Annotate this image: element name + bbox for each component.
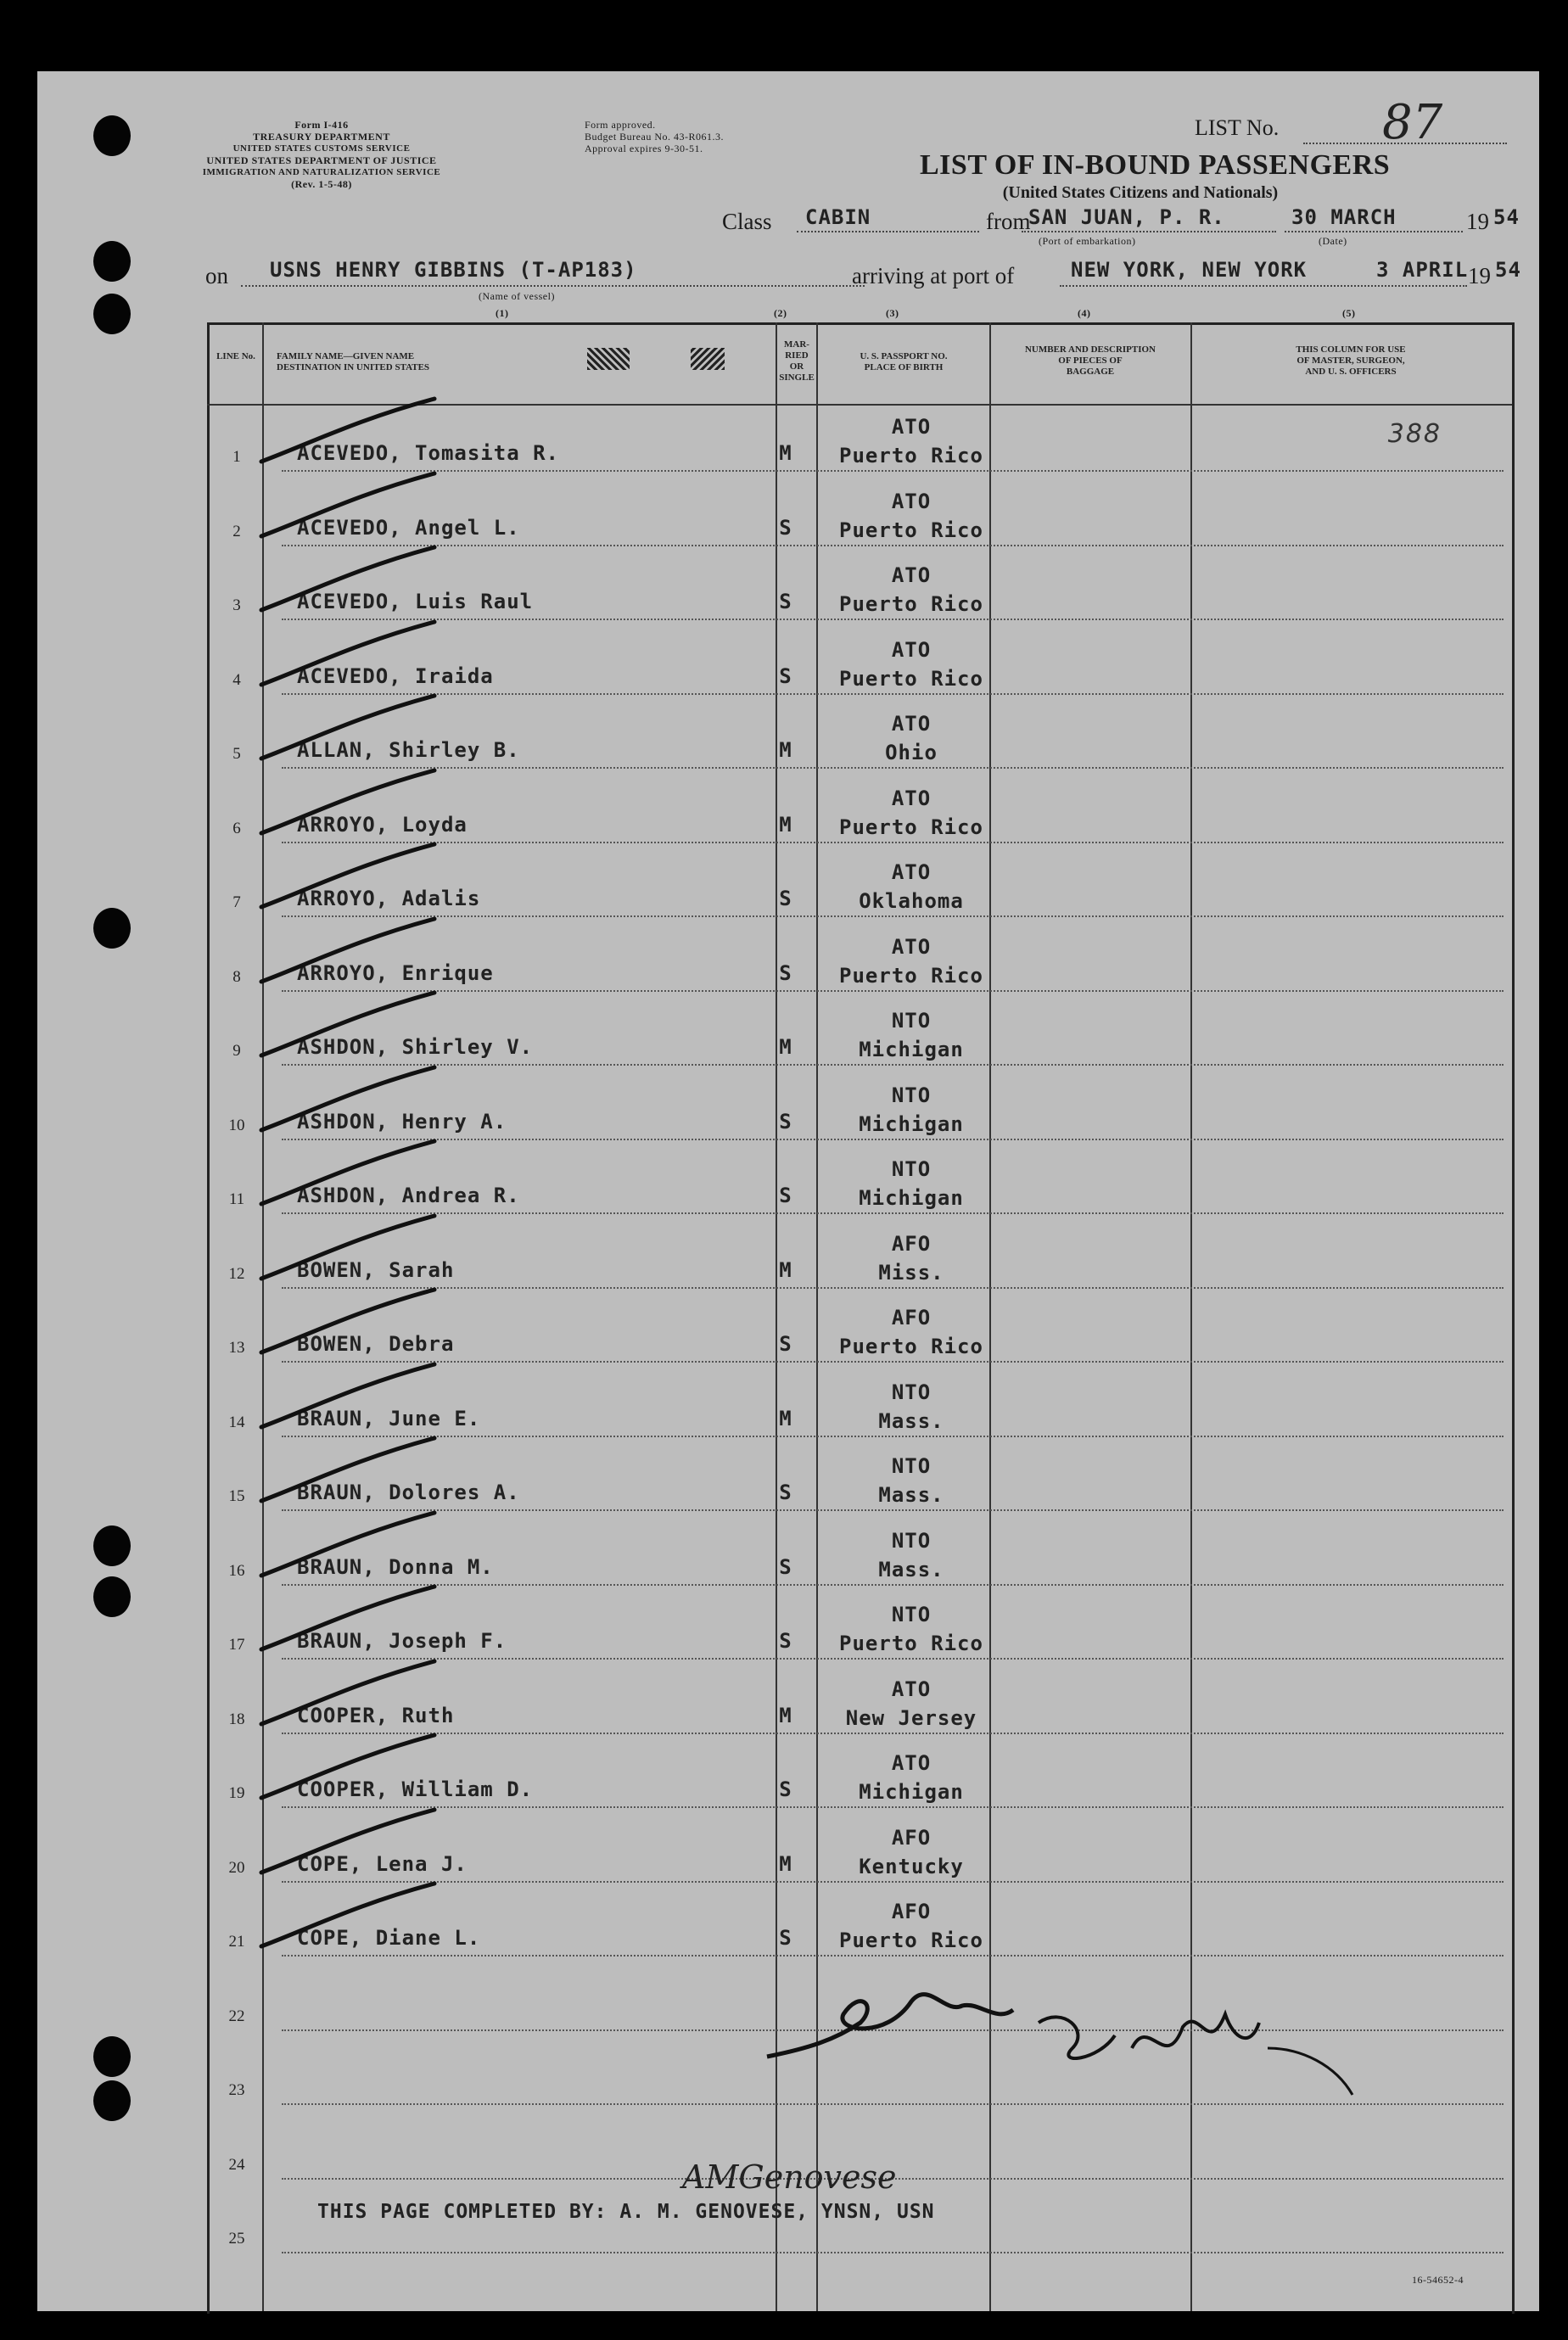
passport-birthplace [818,709,1005,767]
line-number: 25 [228,2230,245,2248]
line-number: 4 [232,670,241,689]
passenger-name: ARROYO, Adalis [297,887,481,910]
form-revision: (Rev. 1-5-48) [291,178,352,190]
passport-birthplace [818,487,1005,545]
col-header-name-2: DESTINATION IN UNITED STATES [277,362,430,372]
place-of-birth: Mass. [878,1408,944,1433]
line-number: 17 [228,1636,245,1654]
check-mark-stroke [256,1359,443,1436]
officer-note: 388 [1387,419,1442,449]
binder-hole [93,1525,131,1566]
passport-birthplace [818,932,1005,990]
passport-birthplace [818,1749,1005,1806]
row-rule [282,693,1504,695]
marital-status: S [779,1777,792,1801]
marital-status: S [779,1629,792,1653]
col-header-name-1: FAMILY NAME—GIVEN NAME [277,351,415,361]
passenger-name: COPE, Diane L. [297,1926,481,1950]
arrival-year: 54 [1495,258,1521,282]
row-rule [282,1733,1504,1734]
place-of-birth: Puerto Rico [839,1929,983,1952]
marital-status: S [779,1926,792,1950]
passport-code: ATO [891,1677,932,1701]
marital-status: S [779,1332,792,1356]
approval-line-3: Approval expires 9-30-51. [585,143,703,154]
row-rule [282,1584,1504,1586]
line-number: 10 [228,1116,245,1134]
passport-code: ATO [891,1751,932,1775]
line-number: 13 [228,1339,245,1357]
passport-birthplace [818,635,1005,693]
check-mark-stroke [256,914,443,990]
marital-status: S [779,1184,792,1207]
line-number: 12 [228,1264,245,1283]
arrival-date: 3 APRIL [1376,258,1469,282]
col-header-passport-2: PLACE OF BIRTH [864,362,944,372]
passport-code: ATO [891,860,932,884]
col-num-5: (5) [1342,307,1356,319]
line-number: 18 [228,1710,245,1728]
footer-code: 16-54652-4 [1412,2274,1464,2286]
marital-status: M [779,1851,792,1876]
passport-birthplace [818,1675,1005,1733]
line-number: 21 [228,1933,245,1951]
row-rule [282,842,1504,843]
row-rule [282,1064,1504,1066]
col-header-baggage [993,344,1188,378]
row-rule [282,1212,1504,1214]
row-rule [282,1287,1504,1289]
struck-header-text-2 [691,348,725,370]
place-of-birth: Puerto Rico [839,444,983,467]
passport-birthplace [818,1600,1005,1658]
marital-status: S [779,960,792,985]
passport-birthplace [818,1006,1005,1064]
table-row [37,2187,1539,2261]
col-header-passport [823,351,984,373]
passenger-name: ACEVEDO, Iraida [297,663,494,688]
passport-code: AFO [891,1231,932,1256]
marital-status: M [779,738,792,762]
marital-status: M [779,441,792,465]
passport-code: ATO [891,563,932,587]
passenger-name: ARROYO, Loyda [297,812,468,837]
line-number: 19 [228,1784,245,1802]
marital-status: M [779,1703,792,1727]
on-label: on [205,263,228,288]
check-mark-stroke [256,617,443,693]
passport-code: ATO [891,637,932,662]
place-of-birth: Michigan [859,1038,964,1061]
form-number: Form I-416 [294,119,349,131]
place-of-birth: Puerto Rico [839,518,983,542]
passenger-name: COOPER, William D. [297,1777,534,1801]
row-rule [282,915,1504,917]
dept-treasury: TREASURY DEPARTMENT [253,131,390,143]
dept-justice: UNITED STATES DEPARTMENT OF JUSTICE [206,154,437,166]
passport-code: NTO [891,1528,932,1553]
check-mark-stroke [256,1508,443,1584]
passport-birthplace [818,1081,1005,1139]
document-page [37,71,1539,2311]
binder-hole [93,241,131,282]
approval-line-1: Form approved. [585,119,656,131]
passport-code: AFO [891,1900,932,1923]
passport-code: AFO [891,1306,932,1330]
marital-status: S [779,1481,792,1504]
passport-birthplace [818,1303,1005,1361]
place-of-birth: Puerto Rico [839,1335,983,1358]
binder-hole [93,294,131,334]
binder-hole [93,2036,131,2077]
place-of-birth: Michigan [859,1111,964,1136]
row-rule [282,619,1504,620]
marital-status: M [779,1257,792,1282]
year-value: 54 [1493,205,1520,229]
passenger-name: ASHDON, Shirley V. [297,1035,534,1059]
date-caption: (Date) [1319,235,1347,247]
row-rule [282,1139,1504,1140]
binder-hole [93,115,131,156]
row-rule [282,1658,1504,1660]
passenger-name: ASHDON, Henry A. [297,1109,507,1134]
passport-code: ATO [891,712,932,736]
year-prefix: 19 [1466,209,1489,234]
clerk-signature: AMGenovese [682,2158,897,2196]
check-mark-stroke [256,1878,443,1955]
officer-signature-scrawl [759,1921,1403,2108]
passport-birthplace [818,1823,1005,1881]
place-of-birth: Miss. [878,1260,944,1285]
line-number: 5 [232,745,241,763]
row-rule [282,470,1504,472]
check-mark-stroke [256,542,443,619]
place-of-birth: Puerto Rico [839,815,983,839]
col-num-4: (4) [1078,307,1091,319]
passport-code: NTO [891,1009,932,1033]
place-of-birth: Puerto Rico [839,592,983,616]
passport-code: NTO [891,1454,932,1478]
line-number: 23 [228,2081,245,2099]
passenger-name: BRAUN, June E. [297,1406,481,1430]
row-rule [282,1361,1504,1363]
place-of-birth: Michigan [859,1186,964,1210]
passenger-name: ACEVEDO, Tomasita R. [297,441,559,465]
line-number: 8 [232,967,241,986]
passport-birthplace [818,1526,1005,1584]
binder-hole [93,1576,131,1617]
col-header-line: LINE No. [216,351,255,361]
vessel-name: USNS HENRY GIBBINS (T-AP183) [270,258,637,282]
passenger-name: BRAUN, Joseph F. [297,1629,507,1653]
passport-code: NTO [891,1603,932,1626]
passenger-name: BOWEN, Sarah [297,1257,455,1282]
check-mark-stroke [256,1285,443,1361]
check-mark-stroke [256,1062,443,1139]
place-of-birth: Mass. [878,1557,944,1581]
passenger-name: COOPER, Ruth [297,1703,455,1727]
passport-code: ATO [891,934,932,959]
list-no-label: LIST No. [1195,115,1280,140]
passenger-name: ACEVEDO, Angel L. [297,515,520,540]
check-mark-stroke [256,839,443,915]
check-mark-stroke [256,1581,443,1658]
class-label: Class [722,209,772,234]
struck-header-text [587,348,630,370]
list-no-value: 87 [1382,95,1443,150]
departure-date: 30 MARCH [1291,205,1397,229]
check-mark-stroke [256,1136,443,1212]
passport-birthplace [818,412,1005,470]
completed-by: THIS PAGE COMPLETED BY: A. M. GENOVESE, YNSN, USN [317,2201,935,2223]
marital-status: S [779,663,792,688]
col-num-3: (3) [886,307,899,319]
passenger-name: ARROYO, Enrique [297,960,494,985]
marital-status: S [779,887,792,910]
place-of-birth: Mass. [878,1483,944,1507]
place-of-birth: Puerto Rico [839,1632,983,1655]
col-header-name [277,351,429,373]
marital-status: M [779,1035,792,1059]
line-number: 9 [232,1042,241,1060]
passport-code: ATO [891,489,932,513]
col-header-marital: MAR- RIED OR SINGLE [779,339,815,383]
check-mark-stroke [256,394,443,470]
arriving-label: arriving at port of [852,263,1015,288]
approval-line-2: Budget Bureau No. 43-R061.3. [585,131,724,143]
marital-status: S [779,515,792,540]
place-of-birth: Puerto Rico [839,963,983,988]
line-number: 6 [232,819,241,837]
row-rule [282,2252,1504,2253]
passenger-name: BRAUN, Dolores A. [297,1481,520,1504]
arrival-year-prefix: 19 [1468,263,1491,288]
col-header-officers-3: AND U. S. OFFICERS [1305,367,1397,377]
check-mark-stroke [256,988,443,1064]
binder-hole [93,908,131,949]
line-number: 24 [228,2155,245,2174]
row-rule [282,1436,1504,1437]
col-header-officers [1195,344,1507,378]
marital-status: S [779,590,792,613]
marital-status: M [779,1406,792,1430]
port-caption: (Port of embarkation) [1039,235,1136,247]
check-mark-stroke [256,468,443,545]
dept-customs: UNITED STATES CUSTOMS SERVICE [232,143,411,154]
passport-birthplace [818,1229,1005,1287]
marital-status: S [779,1554,792,1579]
passport-birthplace [818,1452,1005,1509]
col-header-baggage-2: OF PIECES OF [1058,355,1123,366]
line-number: 2 [232,522,241,540]
page-subtitle: (United States Citizens and Nationals) [1002,183,1279,202]
line-number: 14 [228,1413,245,1431]
place-of-birth: Puerto Rico [839,666,983,691]
check-mark-stroke [256,1805,443,1881]
check-mark-stroke [256,691,443,767]
passenger-name: BOWEN, Debra [297,1332,455,1356]
row-rule [282,990,1504,992]
binder-hole [93,2080,131,2121]
marital-status: M [779,812,792,837]
passenger-name: ASHDON, Andrea R. [297,1184,520,1207]
row-rule [282,767,1504,769]
place-of-birth: New Jersey [845,1705,977,1730]
passport-birthplace [818,1155,1005,1212]
passenger-name: COPE, Lena J. [297,1851,468,1876]
row-rule [282,545,1504,546]
from-label: from [986,209,1031,234]
place-of-birth: Oklahoma [859,889,964,913]
check-mark-stroke [256,1433,443,1509]
line-number: 7 [232,893,241,911]
passport-code: NTO [891,1157,932,1181]
row-rule [282,1881,1504,1883]
from-value: SAN JUAN, P. R. [1028,205,1225,229]
line-number: 20 [228,1858,245,1877]
place-of-birth: Kentucky [859,1854,964,1878]
check-mark-stroke [256,765,443,842]
check-mark-stroke [256,1656,443,1733]
passport-code: NTO [891,1083,932,1107]
line-number: 15 [228,1487,245,1505]
form-header-block [186,119,457,190]
passport-code: ATO [891,415,932,439]
col-header-officers-2: OF MASTER, SURGEON, [1296,355,1405,366]
passenger-name: ACEVEDO, Luis Raul [297,590,534,613]
line-number: 3 [232,596,241,614]
marital-status: S [779,1109,792,1134]
dept-ins: IMMIGRATION AND NATURALIZATION SERVICE [202,167,441,177]
line-number: 11 [228,1190,245,1208]
passport-code: ATO [891,786,932,810]
passport-birthplace [818,858,1005,915]
vessel-caption: (Name of vessel) [479,290,555,302]
row-rule [282,1806,1504,1808]
line-number: 22 [228,2007,245,2025]
place-of-birth: Michigan [859,1780,964,1804]
passport-birthplace [818,561,1005,619]
passenger-name: BRAUN, Donna M. [297,1554,494,1579]
col-header-officers-1: THIS COLUMN FOR USE [1296,344,1406,355]
line-number: 16 [228,1561,245,1580]
passport-code: NTO [891,1380,932,1404]
passport-code: AFO [891,1825,932,1850]
col-header-baggage-1: NUMBER AND DESCRIPTION [1024,344,1156,355]
col-num-1: (1) [496,307,509,319]
check-mark-stroke [256,1211,443,1287]
passenger-name: ALLAN, Shirley B. [297,738,520,762]
col-header-baggage-3: BAGGAGE [1066,367,1115,377]
row-rule [282,1509,1504,1511]
passport-birthplace [818,1378,1005,1436]
col-num-2: (2) [774,307,787,319]
page-title: LIST OF IN-BOUND PASSENGERS [920,149,1391,181]
line-number: 1 [232,448,241,466]
class-value: CABIN [805,205,871,229]
place-of-birth: Ohio [885,741,938,764]
passport-birthplace [818,784,1005,842]
approval-block [585,119,724,154]
arrival-port: NEW YORK, NEW YORK [1071,258,1308,282]
check-mark-stroke [256,1730,443,1806]
col-header-passport-1: U. S. PASSPORT NO. [860,351,948,361]
